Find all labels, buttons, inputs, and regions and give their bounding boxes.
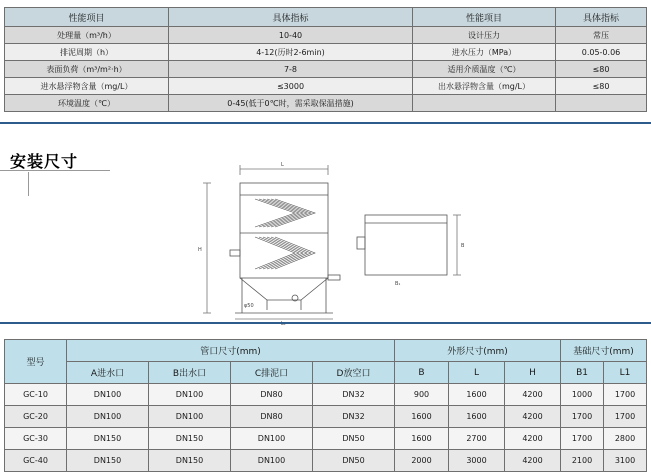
spec-cell: 出水悬浮物含量（mg/L）: [413, 78, 556, 95]
spec-cell: 0-45(低于0℃时，需采取保温措施): [169, 95, 413, 112]
table-cell: DN150: [149, 428, 231, 450]
spec-row: [5, 27, 647, 44]
dim-label: H: [198, 247, 202, 253]
spec-cell: 0.05-0.06: [556, 44, 647, 61]
spec-empty-cell: [413, 95, 556, 112]
dims-header-row: [5, 340, 647, 362]
dim-label: L₁: [281, 321, 286, 325]
spec-header-cell: 性能项目: [5, 8, 169, 27]
installation-drawing: [195, 155, 495, 325]
pipe-header: 管口尺寸(mm): [67, 340, 395, 362]
table-cell: GC-30: [5, 428, 67, 450]
table-cell: DN150: [67, 450, 149, 472]
table-cell: DN32: [313, 384, 395, 406]
spec-cell: ≤80: [556, 61, 647, 78]
table-cell: 2800: [604, 428, 647, 450]
spec-cell: 进水压力（MPa）: [413, 44, 556, 61]
table-row: [5, 384, 647, 406]
table-row: [5, 406, 647, 428]
spec-header-cell: 具体指标: [556, 8, 647, 27]
table-cell: DN150: [149, 450, 231, 472]
spec-cell: 表面负荷（m³/m²·h）: [5, 61, 169, 78]
spec-table: [4, 7, 647, 112]
spec-row: [5, 95, 647, 112]
table-cell: DN50: [313, 428, 395, 450]
section-divider: [0, 322, 651, 324]
dim-label: B: [461, 243, 465, 249]
table-cell: GC-20: [5, 406, 67, 428]
table-cell: DN32: [313, 406, 395, 428]
dim-label: B₁: [395, 281, 401, 287]
base-header: 基础尺寸(mm): [561, 340, 647, 362]
table-cell: GC-10: [5, 384, 67, 406]
spec-empty-cell: [556, 95, 647, 112]
table-cell: 4200: [505, 384, 561, 406]
table-row: [5, 428, 647, 450]
dim-label: L: [281, 162, 284, 168]
spec-cell: ≤80: [556, 78, 647, 95]
dims-subheader-cell: D放空口: [313, 362, 395, 384]
table-cell: 1600: [449, 406, 505, 428]
dims-subheader-cell: B: [395, 362, 449, 384]
model-header: 型号: [5, 340, 67, 384]
spec-cell: 4-12(历时2-6min): [169, 44, 413, 61]
spec-cell: 适用介质温度（℃）: [413, 61, 556, 78]
table-cell: DN100: [231, 428, 313, 450]
spec-cell: 环境温度（℃）: [5, 95, 169, 112]
table-cell: 3100: [604, 450, 647, 472]
dims-subheader-cell: C排泥口: [231, 362, 313, 384]
table-cell: 1600: [395, 406, 449, 428]
spec-cell: 7-8: [169, 61, 413, 78]
table-cell: DN50: [313, 450, 395, 472]
table-cell: DN100: [67, 406, 149, 428]
table-cell: 1600: [395, 428, 449, 450]
title-tick: [28, 172, 29, 196]
table-cell: GC-40: [5, 450, 67, 472]
spec-cell: 排泥周期（h）: [5, 44, 169, 61]
dim-label: φ50: [244, 303, 254, 309]
inclined-plates: [255, 199, 315, 269]
dims-subheader-row: [5, 362, 647, 384]
table-cell: 1000: [561, 384, 604, 406]
table-cell: DN100: [149, 384, 231, 406]
shape-header: 外形尺寸(mm): [395, 340, 561, 362]
table-row: [5, 450, 647, 472]
table-cell: 4200: [505, 428, 561, 450]
spec-cell: 10-40: [169, 27, 413, 44]
table-cell: 1700: [604, 384, 647, 406]
table-cell: 900: [395, 384, 449, 406]
spec-row: [5, 78, 647, 95]
table-cell: 2700: [449, 428, 505, 450]
dims-subheader-cell: B1: [561, 362, 604, 384]
table-cell: 4200: [505, 450, 561, 472]
table-cell: 1700: [604, 406, 647, 428]
dims-subheader-cell: B出水口: [149, 362, 231, 384]
table-cell: 1600: [449, 384, 505, 406]
spec-cell: 设计压力: [413, 27, 556, 44]
spec-cell: 常压: [556, 27, 647, 44]
table-cell: 3000: [449, 450, 505, 472]
section-divider: [0, 122, 651, 124]
table-cell: DN150: [67, 428, 149, 450]
spec-cell: 处理量（m³/h）: [5, 27, 169, 44]
spec-row: [5, 61, 647, 78]
spec-cell: ≤3000: [169, 78, 413, 95]
table-cell: DN100: [231, 450, 313, 472]
table-cell: DN100: [67, 384, 149, 406]
tank-hopper: [240, 278, 328, 300]
dims-subheader-cell: L1: [604, 362, 647, 384]
spec-header-cell: 性能项目: [413, 8, 556, 27]
spec-cell: 进水悬浮物含量（mg/L）: [5, 78, 169, 95]
table-cell: 1700: [561, 406, 604, 428]
section-title: 安装尺寸: [10, 152, 79, 171]
table-cell: 4200: [505, 406, 561, 428]
table-cell: 2000: [395, 450, 449, 472]
spec-header-row: [5, 8, 647, 27]
side-view: [365, 215, 447, 275]
spec-row: [5, 44, 647, 61]
table-cell: DN80: [231, 406, 313, 428]
spec-header-cell: 具体指标: [169, 8, 413, 27]
table-cell: DN80: [231, 384, 313, 406]
table-cell: 2100: [561, 450, 604, 472]
dims-subheader-cell: L: [449, 362, 505, 384]
dims-subheader-cell: H: [505, 362, 561, 384]
dimensions-table: [4, 339, 647, 472]
title-underline: [0, 170, 110, 171]
dims-subheader-cell: A进水口: [67, 362, 149, 384]
table-cell: DN100: [149, 406, 231, 428]
table-cell: 1700: [561, 428, 604, 450]
